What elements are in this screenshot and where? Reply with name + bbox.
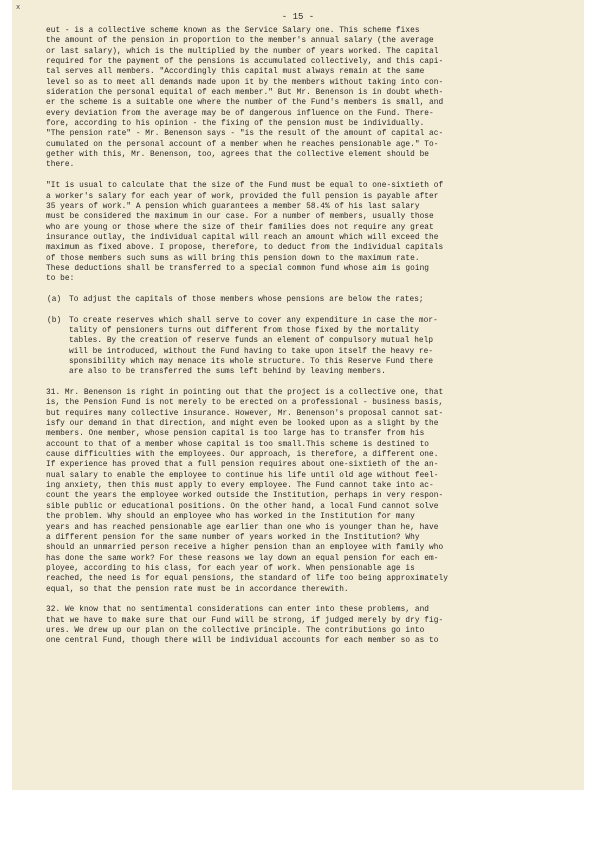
text-line: If experience has proved that a full pension requires about one-sixtieth of the an- [46, 461, 439, 470]
text-line: ing anxiety, then this must apply to every employee. The Fund cannot take into ac- [46, 482, 434, 491]
corner-mark: x [16, 4, 21, 12]
text-line: cause difficulties with the employees. Our approach, is therefore, a different one. [46, 451, 439, 460]
text-line: tables. By the creation of reserve funds an element of compulsory mutual help [69, 337, 434, 346]
text-line: who are young or those where the size of their families does not require any great [46, 223, 434, 232]
text-line: insurance outlay, the individual capital will reach an amount which will exceed the [46, 233, 439, 242]
text-line: maximum as fixed above. I propose, therefore, to deduct from the individual capitals [46, 244, 444, 253]
text-line: one central Fund, though there will be individual accounts for each member so as to [46, 637, 439, 646]
text-line: there. [46, 161, 75, 170]
text-line: "It is usual to calculate that the size of the Fund must be equal to one-sixtieth of [46, 182, 444, 191]
text-line: account to that of a member whose capital is too small.This scheme is destined to [46, 440, 430, 449]
text-line: years and has reached pensionable age earlier than one who is younger than he, have [46, 523, 439, 532]
text-line: or last salary), which is the multiplied by the number of years worked. The capital [46, 47, 439, 56]
text-line: that we have to make sure that our Fund will be strong, if judged merely by dry fig- [46, 616, 444, 625]
text-line: every deviation from the average may be of dangerous influence on the Fund. There- [46, 109, 434, 118]
list-item-marker: (b) [47, 316, 62, 325]
text-line: er the scheme is a suitable one where the number of the Fund's members is small, and [46, 99, 444, 108]
list-item-text [69, 316, 566, 378]
text-line: a worker's salary for each year of work, provided the full pension is payable after [46, 192, 439, 201]
text-line: are also to be transferred the sums left behind by leaving members. [69, 368, 386, 377]
text-line: eut - is a collective scheme known as the Service Salary one. This scheme fixes [46, 27, 420, 35]
paragraph [46, 388, 566, 595]
text-line: required for the payment of the pensions is accumulated collectively, and this capi- [46, 58, 444, 67]
list-item [46, 316, 566, 378]
text-line: level so as to meet all demands made upon it by the members without taking into con- [46, 78, 444, 87]
text-line: the problem. Why should an employee who has worked in the Institution for many [46, 513, 415, 522]
text-line: cumulated on the personal account of a member when he reaches pensionable age." To- [46, 140, 439, 149]
text-line: is, the Pension Fund is not merely to be erected on a professional - business basis, [46, 399, 444, 408]
text-line: a different pension for the same number of years worked in the Institution? Why [46, 533, 420, 542]
text-line: members. One member, whose pension capital is too large has to transfer from his [46, 430, 425, 439]
text-line: ures. We drew up our plan on the collective principle. The contributions go into [46, 626, 425, 635]
text-line: nual salary to enable the employee to continue his life until old age without feel- [46, 471, 439, 480]
text-line: has done the same work? For these reasons we lay down an equal pension for each em- [46, 554, 439, 563]
text-line: 32. We know that no sentimental considerations can enter into these problems, and [46, 606, 430, 615]
document-body [46, 26, 566, 657]
text-line: count the years the employee worked outside the Institution, perhaps in very respon- [46, 492, 444, 501]
text-line: reached, the need is for equal pensions, the standard of life too being approximately [46, 575, 448, 584]
text-line: fore, according to his opinion - the fixing of the pension must be individually. [46, 120, 425, 129]
text-line: sponsibility which may menace its whole structure. To this Reserve Fund there [69, 358, 434, 366]
list-item-text [69, 295, 566, 305]
list-item-marker: (a) [47, 295, 62, 304]
text-line: to be: [46, 275, 75, 284]
text-line: tal serves all members. "Accordingly this capital must always remain at the same [46, 68, 425, 77]
text-line: To adjust the capitals of those members whose pensions are below the rates; [69, 295, 424, 304]
document-page [12, 0, 584, 790]
text-line: must be considered the maximum in our case. For a number of members, usually those [46, 213, 434, 222]
text-line: the amount of the pension in proportion to the member's annual salary (the average [46, 37, 434, 46]
page-number: - 15 - [281, 12, 315, 22]
text-line: tality of pensioners turns out different from those fixed by the mortality [69, 326, 419, 335]
text-line: sible public or educational positions. On the other hand, a local Fund cannot solve [46, 502, 439, 511]
text-line: "The pension rate" - Mr. Benenson says - "is the result of the amount of capital ac- [46, 130, 444, 139]
text-line: but requires many collective insurance. However, Mr. Benenson's proposal cannot sat- [46, 409, 444, 418]
text-line: 31. Mr. Benenson is right in pointing out that the project is a collective one, that [46, 389, 444, 398]
text-line: ployee, according to his class, for each year of work. When pensionable age is [46, 564, 415, 573]
text-line: gether with this, Mr. Benenson, too, agrees that the collective element should be [46, 151, 430, 160]
list-item [46, 295, 566, 305]
text-line: These deductions shall be transferred to a special common fund whose aim is going [46, 264, 430, 273]
paragraph [46, 181, 566, 284]
paragraph [46, 605, 566, 646]
text-line: will be introduced, without the Fund having to take upon itself the heavy re- [69, 347, 434, 356]
text-line: should an unmarried person receive a higher pension than an employee with family who [46, 544, 444, 553]
text-line: isfy our demand in that direction, and might even be looked upon as a slight by the [46, 420, 439, 429]
text-line: 35 years of work." A pension which guarantees a member 58.4% of his last salary [46, 202, 420, 211]
text-line: of those members such sums as will bring this pension down to the maximum rate. [46, 254, 420, 263]
text-line: sideration the personal equital of each member." But Mr. Benenson is in doubt wheth- [46, 89, 444, 98]
text-line: To create reserves which shall serve to cover any expenditure in case the mor- [69, 316, 438, 325]
text-line: equal, so that the pension rate must be in accordance therewith. [46, 585, 349, 594]
paragraph [46, 26, 566, 171]
